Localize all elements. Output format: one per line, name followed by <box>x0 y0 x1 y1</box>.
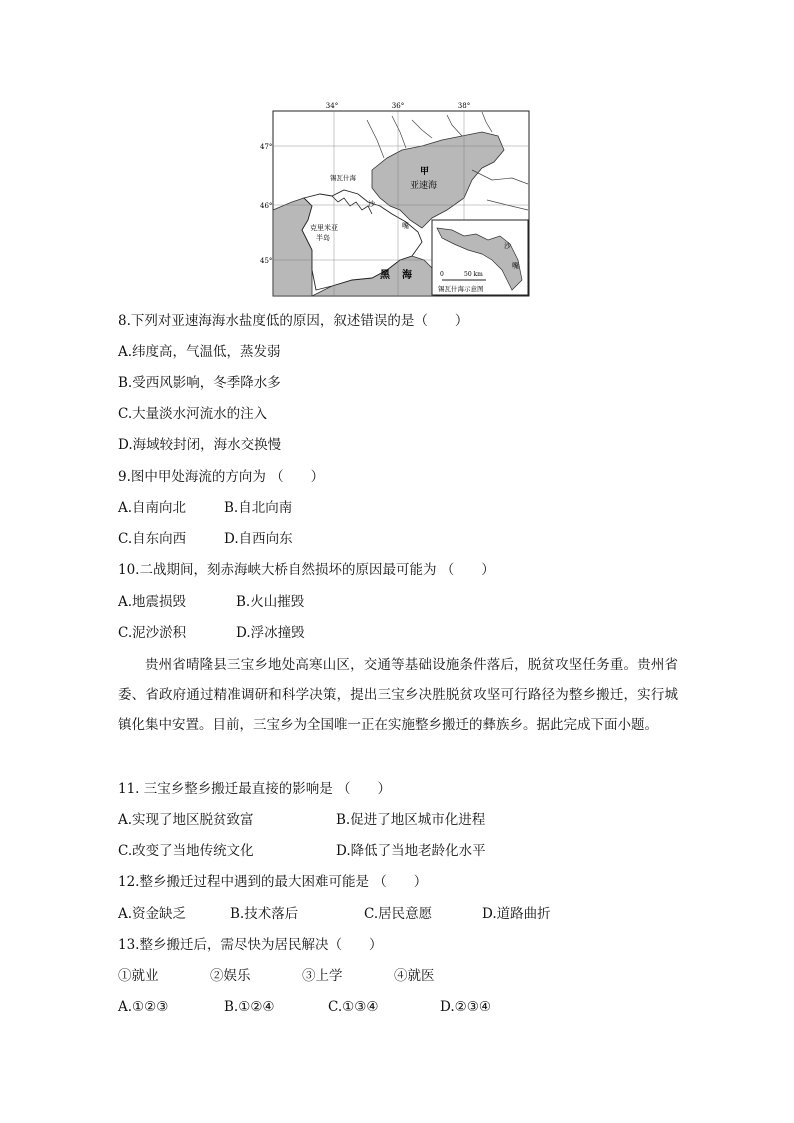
q9-option-d[interactable]: D.自西向东 <box>224 531 293 547</box>
q13-option-b[interactable]: B.①②④ <box>224 999 275 1015</box>
label-azov: 亚速海 <box>410 181 438 191</box>
q13-item-4: ④就医 <box>394 968 435 984</box>
q11-option-c[interactable]: C.改变了当地传统文化 <box>118 843 254 859</box>
q8-option-d[interactable]: D.海域较封闭，海水交换慢 <box>118 437 282 453</box>
inset-spit: 嘴 <box>512 262 519 270</box>
q13-stem: 13.整乡搬迁后，需尽快为居民解决（ ） <box>118 937 383 953</box>
lat-label-45: 45° <box>260 257 273 265</box>
passage-paragraph: 贵州省晴隆县三宝乡地处高寒山区，交通等基础设施条件落后，脱贫攻坚任务重。贵州省委、省政府通过精准调研和科学决策，提出三宝乡决胜脱贫攻坚可行路径为整乡搬迁，实行城镇化集中安置。目前，三宝乡为全国唯一正在实施整乡搬迁的彝族乡。据此完成下面小题。 <box>118 657 678 733</box>
label-black-1: 黑 <box>380 270 390 281</box>
q13-item-1: ①就业 <box>118 968 159 984</box>
label-crimea-2: 半岛 <box>316 234 330 242</box>
q8-option-c[interactable]: C.大量淡水河流水的注入 <box>118 406 268 422</box>
label-sand: 沙 <box>368 200 375 208</box>
lat-label-46: 46° <box>260 202 273 210</box>
q9-option-c[interactable]: C.自东向西 <box>118 531 187 547</box>
black-sea-west <box>273 198 312 296</box>
lat-label-47: 47° <box>260 143 273 151</box>
q13-option-a[interactable]: A.①②③ <box>118 999 169 1015</box>
q9-option-a[interactable]: A.自南向北 <box>118 500 187 516</box>
q13-option-c[interactable]: C.①③④ <box>328 999 379 1015</box>
q12-stem: 12.整乡搬迁过程中遇到的最大困难可能是 （ ） <box>118 874 428 890</box>
q12-option-d[interactable]: D.道路曲折 <box>482 906 551 922</box>
q13-option-d[interactable]: D.②③④ <box>440 999 491 1015</box>
label-spit: 嘴 <box>402 222 409 230</box>
q10-stem: 10.二战期间，刻赤海峡大桥自然损坏的原因最可能为 （ ） <box>118 562 495 578</box>
q12-option-a[interactable]: A.资金缺乏 <box>118 906 187 922</box>
label-jia: 甲 <box>420 167 430 177</box>
q9-option-b[interactable]: B.自北向南 <box>224 500 293 516</box>
q13-item-2: ②娱乐 <box>210 968 251 984</box>
inset-caption: 锡瓦什海示意图 <box>438 285 484 293</box>
lon-label-38: 38° <box>457 102 471 110</box>
lon-label-34: 34° <box>325 102 339 110</box>
label-sivash: 锡瓦什海 <box>330 174 356 182</box>
label-black-2: 海 <box>402 270 412 281</box>
q10-option-d[interactable]: D.浮冰撞毁 <box>236 625 305 641</box>
q8-option-b[interactable]: B.受西风影响，冬季降水多 <box>118 375 281 391</box>
q10-option-a[interactable]: A.地震损毁 <box>118 594 187 610</box>
inset-sand: 沙 <box>504 242 511 250</box>
q8-option-a[interactable]: A.纬度高，气温低，蒸发弱 <box>118 344 281 360</box>
q11-stem: 11. 三宝乡整乡搬迁最直接的影响是 （ ） <box>118 781 392 797</box>
inset-scale-0: 0 <box>440 271 444 278</box>
azov-sea-map <box>260 102 532 298</box>
q12-option-c[interactable]: C.居民意愿 <box>364 906 433 922</box>
q12-option-b[interactable]: B.技术落后 <box>230 906 299 922</box>
inset-scale-50: 50 km <box>464 271 483 278</box>
q13-item-3: ③上学 <box>302 968 343 984</box>
q8-stem: 8.下列对亚速海海水盐度低的原因，叙述错误的是（ ） <box>118 313 469 329</box>
q10-option-c[interactable]: C.泥沙淤积 <box>118 625 187 641</box>
q10-option-b[interactable]: B.火山摧毁 <box>236 594 305 610</box>
q11-option-d[interactable]: D.降低了当地老龄化水平 <box>336 843 486 859</box>
q11-option-b[interactable]: B.促进了地区城市化进程 <box>336 812 486 828</box>
lon-label-36: 36° <box>391 102 405 110</box>
label-crimea-1: 克里米亚 <box>310 224 338 232</box>
map-figure <box>260 102 532 298</box>
q9-stem: 9.图中甲处海流的方向为 （ ） <box>118 469 325 485</box>
q11-option-a[interactable]: A.实现了地区脱贫致富 <box>118 812 254 828</box>
